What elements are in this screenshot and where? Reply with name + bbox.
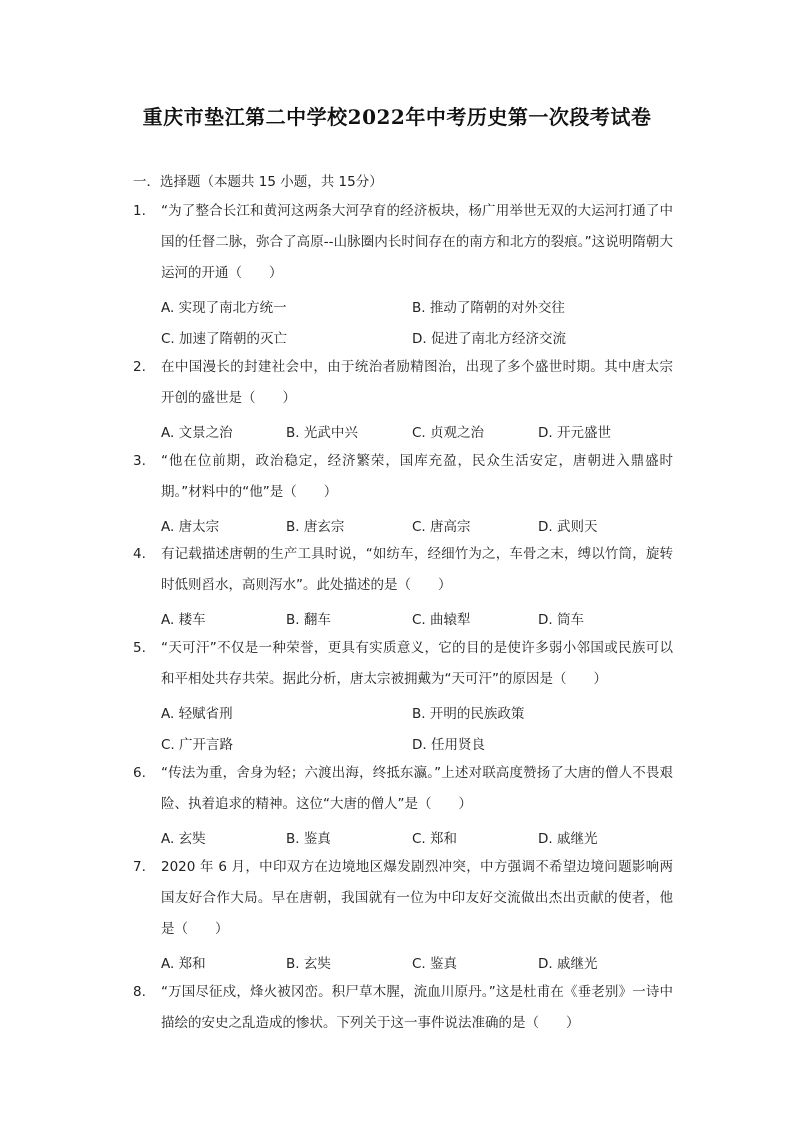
option-d[interactable]: D. 武则天: [538, 519, 598, 535]
option-b[interactable]: B. 玄奘: [286, 956, 331, 972]
question-4: [133, 539, 673, 601]
option-c[interactable]: C. 鉴真: [412, 956, 458, 972]
option-a[interactable]: A. 文景之治: [161, 425, 233, 441]
question-text: “为了整合长江和黄河这两条大河孕育的经济板块，杨广用举世无双的大运河打通了中国的任督二脉，弥合了高原--山脉圈内长时间存在的南方和北方的裂痕。”这说明隋朝大运河的开通（ ）: [161, 203, 673, 281]
option-b[interactable]: B. 开明的民族政策: [412, 706, 525, 722]
option-c[interactable]: C. 贞观之治: [412, 425, 485, 441]
option-b[interactable]: B. 推动了隋朝的对外交往: [412, 300, 565, 316]
question-7: [133, 852, 673, 945]
question-text: 有记载描述唐朝的生产工具时说，“如纺车，经细竹为之，车骨之末，缚以竹筒，旋转时低则舀水，高则泻水”。此处描述的是（ ）: [161, 546, 673, 593]
question-text: 2020 年 6 月，中印双方在边境地区爆发剧烈冲突，中方强调不希望边境问题影响两国友好合作大局。早在唐朝，我国就有一位为中印友好交流做出杰出贡献的使者，他是（ ）: [161, 859, 673, 937]
question-2: [133, 352, 673, 414]
option-a[interactable]: A. 实现了南北方统一: [161, 300, 287, 316]
question-3: [133, 446, 673, 508]
option-d[interactable]: D. 开元盛世: [538, 425, 611, 441]
question-text: “他在位前期，政治稳定，经济繁荣，国库充盈，民众生活安定，唐朝进入鼎盛时期。”材料中的“他”是（ ）: [161, 453, 673, 500]
exam-title: 重庆市垫江第二中学校2022年中考历史第一次段考试卷: [142, 105, 652, 129]
question-number: 7.: [133, 859, 146, 875]
option-a[interactable]: A. 耧车: [161, 612, 206, 628]
question-number: 2.: [133, 359, 146, 375]
question-number: 4.: [133, 546, 146, 562]
option-d[interactable]: D. 促进了南北方经济交流: [412, 331, 566, 347]
option-a[interactable]: A. 轻赋省刑: [161, 706, 233, 722]
question-number: 6.: [133, 765, 146, 781]
question-number: 3.: [133, 453, 146, 469]
option-d[interactable]: D. 戚继光: [538, 956, 598, 972]
option-a[interactable]: A. 唐太宗: [161, 519, 220, 535]
option-b[interactable]: B. 唐玄宗: [286, 519, 345, 535]
question-number: 8.: [133, 984, 146, 1000]
option-a[interactable]: A. 玄奘: [161, 831, 206, 847]
question-6: [133, 758, 673, 820]
option-b[interactable]: B. 翻车: [286, 612, 331, 628]
question-text: “万国尽征戍，烽火被冈峦。积尸草木腥，流血川原丹。”这是杜甫在《垂老别》一诗中描绘的安史之乱造成的惨状。下列关于这一事件说法准确的是（ ）: [161, 984, 673, 1031]
section-heading: 一．选择题（本题共 15 小题，共 15分）: [133, 174, 383, 190]
question-number: 1.: [133, 203, 146, 219]
question-1: [133, 196, 673, 289]
question-8: [133, 977, 673, 1039]
option-c[interactable]: C. 曲辕犁: [412, 612, 471, 628]
option-c[interactable]: C. 加速了隋朝的灭亡: [161, 331, 288, 347]
option-d[interactable]: D. 筒车: [538, 612, 584, 628]
option-b[interactable]: B. 光武中兴: [286, 425, 358, 441]
option-d[interactable]: D. 任用贤良: [412, 737, 485, 753]
option-c[interactable]: C. 唐高宗: [412, 519, 471, 535]
question-text: 在中国漫长的封建社会中，由于统治者励精图治，出现了多个盛世时期。其中唐太宗开创的盛世是（ ）: [161, 359, 673, 406]
option-c[interactable]: C. 广开言路: [161, 737, 234, 753]
option-b[interactable]: B. 鉴真: [286, 831, 331, 847]
option-a[interactable]: A. 郑和: [161, 956, 206, 972]
question-5: [133, 633, 673, 695]
option-c[interactable]: C. 郑和: [412, 831, 458, 847]
option-d[interactable]: D. 戚继光: [538, 831, 598, 847]
question-text: “天可汗”不仅是一种荣誉，更具有实质意义，它的目的是使许多弱小邻国或民族可以和平相处共存共荣。据此分析，唐太宗被拥戴为“天可汗”的原因是（ ）: [161, 640, 673, 687]
question-text: “传法为重，舍身为轻；六渡出海，终抵东瀛。”上述对联高度赞扬了大唐的僧人不畏艰险、执着追求的精神。这位“大唐的僧人”是（ ）: [161, 765, 673, 812]
question-number: 5.: [133, 640, 146, 656]
